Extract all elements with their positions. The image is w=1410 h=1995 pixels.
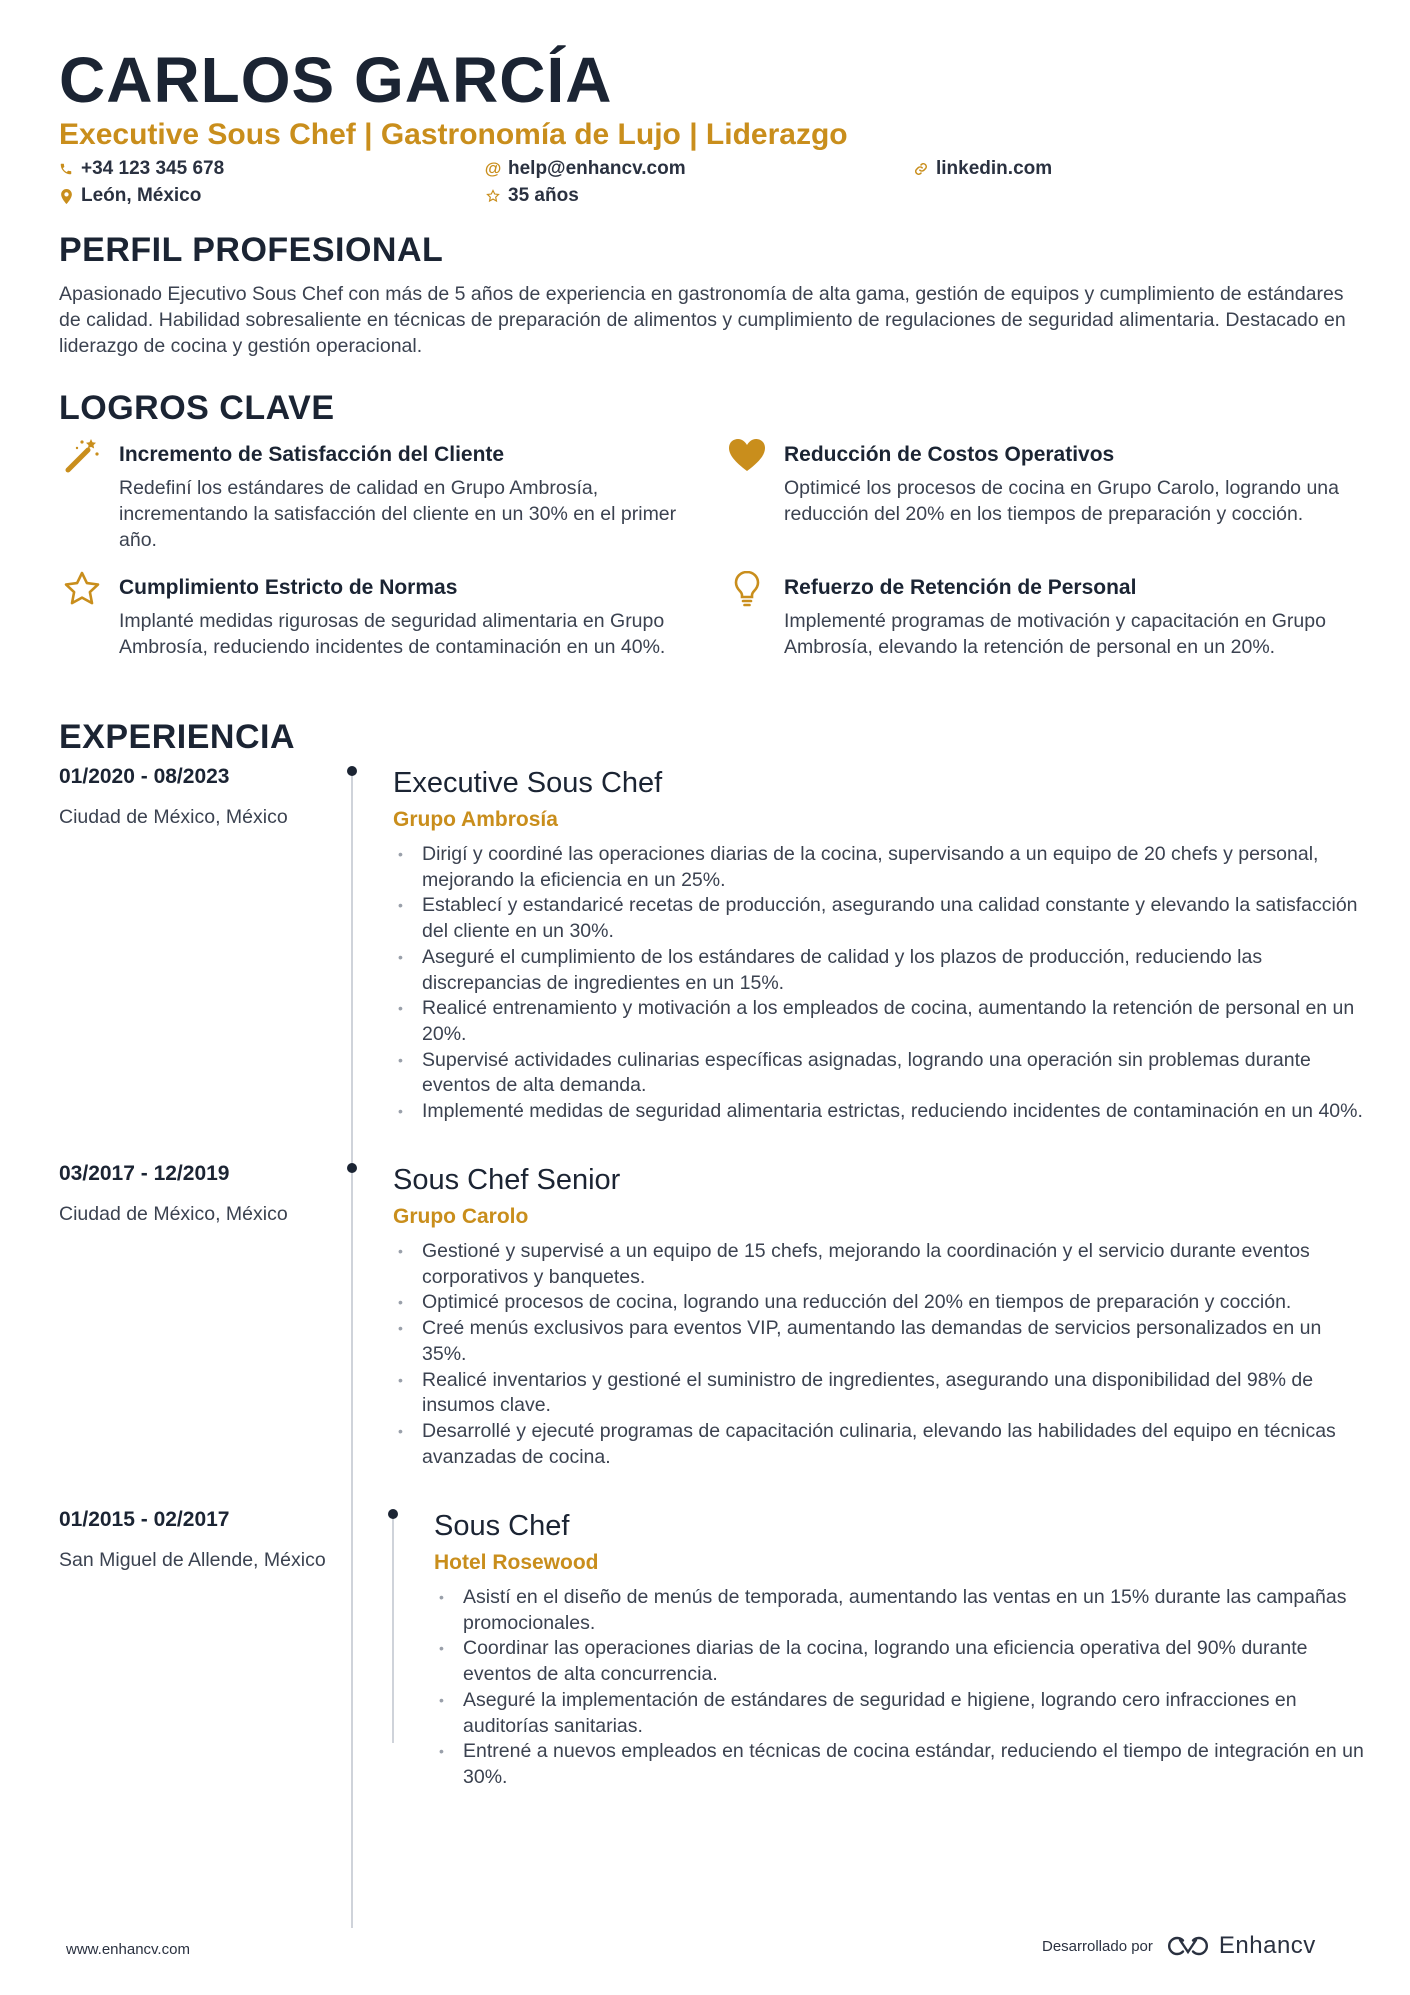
timeline-line bbox=[351, 768, 353, 1928]
heart-icon bbox=[727, 436, 767, 476]
contact-phone[interactable]: +34 123 345 678 bbox=[59, 158, 224, 180]
headline: Executive Sous Chef | Gastronomía de Lujo | Liderazgo bbox=[59, 118, 848, 151]
candidate-name: CARLOS GARCÍA bbox=[59, 44, 613, 116]
achievement-desc: Implanté medidas rigurosas de seguridad alimentaria en Grupo Ambrosía, reduciendo incidentes de contaminación en un 40%. bbox=[119, 610, 666, 658]
footer-website-link[interactable]: www.enhancv.com bbox=[66, 1941, 190, 1958]
achievement-title: Incremento de Satisfacción del Cliente bbox=[119, 443, 505, 466]
job-bullets bbox=[434, 1585, 1364, 1791]
lightbulb-icon bbox=[727, 569, 767, 609]
star-outline-icon bbox=[486, 189, 500, 203]
job-company: Grupo Carolo bbox=[393, 1205, 529, 1228]
magic-wand-icon bbox=[62, 436, 102, 476]
job-dates: 03/2017 - 12/2019 bbox=[59, 1162, 230, 1185]
job-bullets bbox=[393, 1239, 1363, 1470]
link-icon bbox=[914, 162, 928, 176]
list-item: • Realicé inventarios y gestioné el suministro de ingredientes, asegurando una disponibilidad del 98% de insumos clave. bbox=[393, 1368, 1363, 1419]
list-item: • Establecí y estandaricé recetas de producción, asegurando una calidad constante y elevando la satisfacción del cliente en un 30%. bbox=[393, 893, 1363, 944]
list-item: • Supervisé actividades culinarias específicas asignadas, logrando una operación sin problemas durante eventos de alta demanda. bbox=[393, 1048, 1363, 1099]
contact-location: León, México bbox=[59, 185, 201, 207]
timeline-dot bbox=[388, 1509, 398, 1519]
list-item: • Entrené a nuevos empleados en técnicas de cocina estándar, reduciendo el tiempo de integración en un 30%. bbox=[434, 1739, 1364, 1790]
at-icon: @ bbox=[484, 159, 502, 178]
enhancv-brand: Enhancv bbox=[1218, 1932, 1316, 1959]
job-title: Executive Sous Chef bbox=[393, 767, 663, 799]
job-company: Grupo Ambrosía bbox=[393, 808, 558, 831]
achievement-title: Cumplimiento Estricto de Normas bbox=[119, 576, 458, 599]
job-bullets bbox=[393, 842, 1363, 1125]
summary-section-title: PERFIL PROFESIONAL bbox=[59, 231, 444, 269]
contact-linkedin[interactable]: linkedin.com bbox=[914, 158, 1052, 180]
location-pin-icon bbox=[59, 189, 73, 203]
job-title: Sous Chef bbox=[434, 1510, 570, 1542]
achievement-desc: Redefiní los estándares de calidad en Grupo Ambrosía, incrementando la satisfacción del cliente en un 30% en el primer año. bbox=[119, 477, 677, 551]
achievement-desc: Implementé programas de motivación y capacitación en Grupo Ambrosía, elevando la retención de personal en un 20%. bbox=[784, 610, 1326, 658]
achievements-section-title: LOGROS CLAVE bbox=[59, 389, 335, 427]
list-item: • Asistí en el diseño de menús de temporada, aumentando las ventas en un 15% durante las campañas promocionales. bbox=[434, 1585, 1364, 1636]
achievement-item bbox=[119, 441, 719, 553]
contact-email[interactable]: @ help@enhancv.com bbox=[484, 158, 686, 179]
summary-text: Apasionado Ejecutivo Sous Chef con más de 5 años de experiencia en gastronomía de alta gama, gestión de equipos y cumplimiento de estándares de calidad. Habilidad sobresaliente en técnicas de preparación de alimentos y cumplimiento de regulaciones de seguridad alimentaria. Destacado en liderazgo de cocina y gestión operacional. bbox=[59, 283, 1346, 357]
list-item: • Optimicé procesos de cocina, logrando una reducción del 20% en tiempos de preparación y cocción. bbox=[393, 1290, 1363, 1316]
timeline-dot bbox=[347, 1163, 357, 1173]
achievement-item bbox=[784, 441, 1384, 527]
job-dates: 01/2020 - 08/2023 bbox=[59, 765, 230, 788]
job-location: Ciudad de México, México bbox=[59, 806, 288, 828]
list-item: • Aseguré el cumplimiento de los estándares de calidad y los plazos de producción, reduciendo las discrepancias de ingredientes en un 15%. bbox=[393, 945, 1363, 996]
achievement-desc: Optimicé los procesos de cocina en Grupo Carolo, logrando una reducción del 20% en los tiempos de preparación y cocción. bbox=[784, 477, 1339, 525]
contact-age: 35 años bbox=[486, 185, 579, 207]
list-item: • Gestioné y supervisé a un equipo de 15 chefs, mejorando la coordinación y el servicio durante eventos corporativos y banquetes. bbox=[393, 1239, 1363, 1290]
list-item: • Creé menús exclusivos para eventos VIP, aumentando las demandas de servicios personalizados en un 35%. bbox=[393, 1316, 1363, 1367]
list-item: • Dirigí y coordiné las operaciones diarias de la cocina, supervisando a un equipo de 20 chefs y personal, mejorando la eficiencia en un 25%. bbox=[393, 842, 1363, 893]
timeline-dot bbox=[347, 766, 357, 776]
achievement-title: Refuerzo de Retención de Personal bbox=[784, 576, 1137, 599]
timeline-line bbox=[392, 1512, 394, 1743]
list-item: • Desarrollé y ejecuté programas de capacitación culinaria, elevando las habilidades del equipo en técnicas avanzadas de cocina. bbox=[393, 1419, 1363, 1470]
job-title: Sous Chef Senior bbox=[393, 1164, 621, 1196]
job-company: Hotel Rosewood bbox=[434, 1551, 599, 1574]
job-location: Ciudad de México, México bbox=[59, 1203, 288, 1225]
star-icon bbox=[62, 569, 102, 609]
experience-section-title: EXPERIENCIA bbox=[59, 718, 295, 756]
list-item: • Realicé entrenamiento y motivación a los empleados de cocina, aumentando la retención de personal en un 20%. bbox=[393, 996, 1363, 1047]
list-item: • Coordinar las operaciones diarias de la cocina, logrando una eficiencia operativa del 90% durante eventos de alta concurrencia. bbox=[434, 1636, 1364, 1687]
job-dates: 01/2015 - 02/2017 bbox=[59, 1508, 230, 1531]
enhancv-logo-icon bbox=[1167, 1934, 1209, 1958]
job-location: San Miguel de Allende, México bbox=[59, 1549, 326, 1571]
powered-by-label: Desarrollado por bbox=[1042, 1937, 1153, 1955]
list-item: • Aseguré la implementación de estándares de seguridad e higiene, logrando cero infracciones en auditorías sanitarias. bbox=[434, 1688, 1364, 1739]
phone-icon bbox=[59, 162, 73, 176]
achievement-item bbox=[784, 574, 1384, 660]
achievement-title: Reducción de Costos Operativos bbox=[784, 443, 1115, 466]
list-item: • Implementé medidas de seguridad alimentaria estrictas, reduciendo incidentes de contaminación en un 40%. bbox=[393, 1099, 1363, 1125]
achievement-item bbox=[119, 574, 719, 660]
footer-branding[interactable] bbox=[1042, 1932, 1316, 1960]
